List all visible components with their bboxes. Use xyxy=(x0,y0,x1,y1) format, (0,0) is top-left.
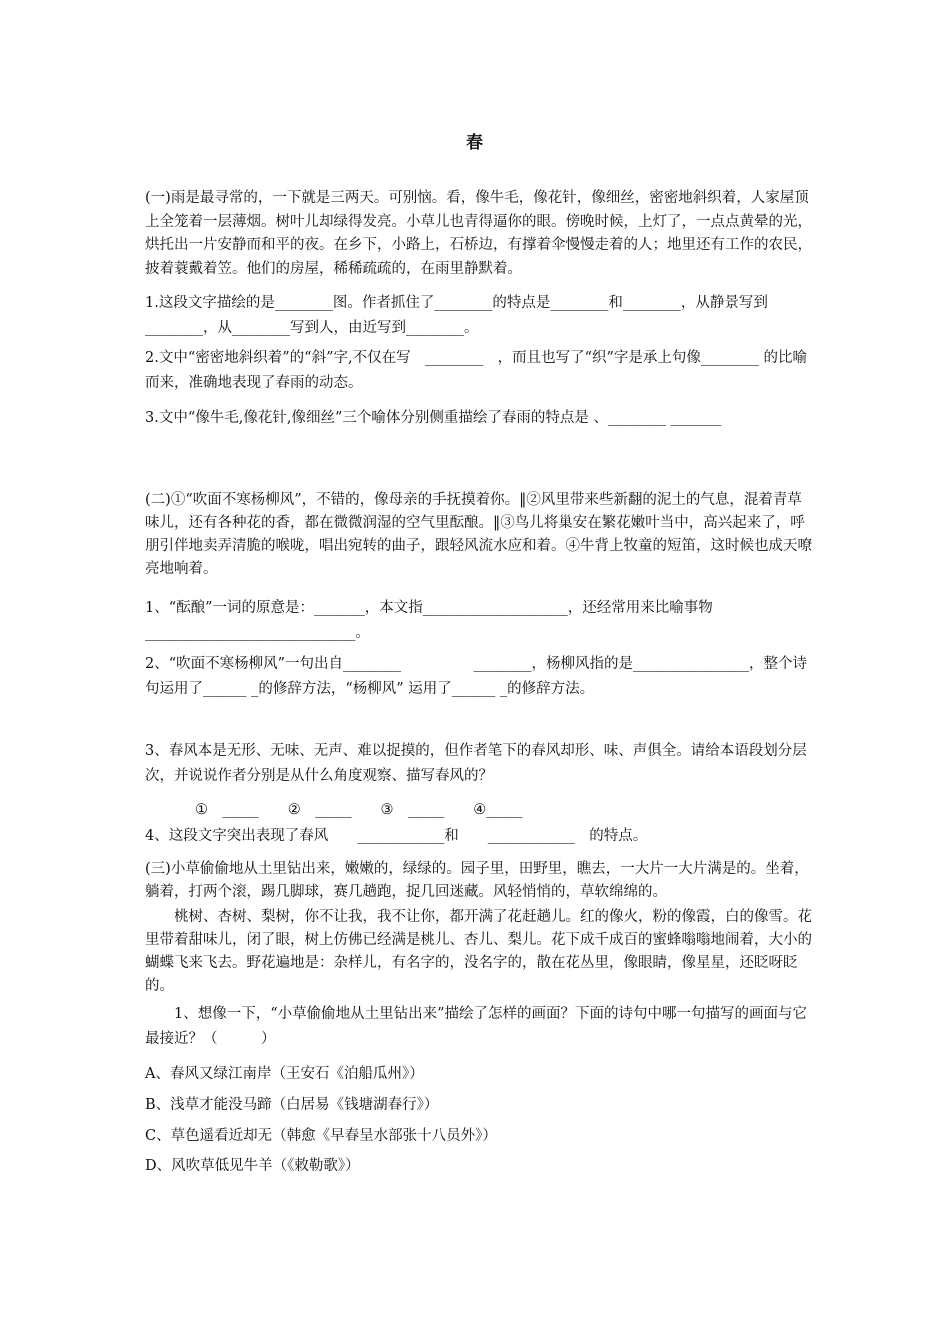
section3-question-1: 1、想像一下，“小草偷偷地从土里钻出来”描绘了怎样的画面？下面的诗句中哪一句描写的画面与它最接近？（ ） xyxy=(145,1006,808,1047)
section2-question-2: 2、“吹面不寒杨柳风”一句出自________ ________，杨柳风指的是________________，整个诗句运用了______ _的修辞方法，“杨柳风” 运用了______ _的修辞方法。 xyxy=(145,656,808,697)
section1-passage: (一)雨是最寻常的，一下就是三两天。可别恼。看，像牛毛，像花针，像细丝，密密地斜织着，人家屋顶上全笼着一层薄烟。树叶儿却绿得发亮。小草儿也青得逼你的眼。傍晚时候，上灯了，一点点黄晕的光，烘托出一片安静而和平的夜。在乡下，小路上，石桥边，有撑着伞慢慢走着的人；地里还有工作的农民，披着蓑戴着笠。他们的房屋，稀稀疏疏的，在雨里静默着。 xyxy=(145,190,812,277)
section1-question-2: 2.文中“密密地斜织着”的“斜”字,不仅在写 ________ ，而且也写了“织”字是承上句像________ 的比喻而来，准确地表现了春雨的动态。 xyxy=(145,350,808,391)
section3-passage-a: (三)小草偷偷地从土里钻出来，嫩嫩的，绿绿的。园子里，田野里，瞧去，一大片一大片满是的。坐着，躺着，打两个滚，踢几脚球，赛几趟跑，捉几回迷藏。风轻悄悄的，草软绵绵的。 xyxy=(145,861,809,900)
option-c: C、草色遥看近却无（韩愈《早春呈水部张十八员外》） xyxy=(145,1128,497,1144)
section2-passage: (二)①“吹面不寒杨柳风”，不错的，像母亲的手抚摸着你。‖②风里带来些新翻的泥土的气息，混着青草味儿，还有各种花的香，都在微微润湿的空气里酝酿。‖③鸟儿将巢安在繁花嫩叶当中，高兴起来了，呼朋引伴地卖弄清脆的喉咙，唱出宛转的曲子，跟轻风流水应和着。④牛背上牧童的短笛，这时候也成天嘹亮地响着。 xyxy=(145,492,812,577)
section1-question-1: 1.这段文字描绘的是________图。作者抓住了________的特点是________和________，从静景写到________，从________写到人，由近写到________。 xyxy=(145,295,768,336)
option-b: B、浅草才能没马蹄（白居易《钱塘湖春行》） xyxy=(145,1097,439,1113)
page-title: 春 xyxy=(466,133,484,153)
section2-question-3: 3、春风本是无形、无味、无声、难以捉摸的，但作者笔下的春风却形、味、声俱全。请给本语段划分层次，并说说作者分别是从什么角度观察、描写春风的？ xyxy=(145,743,807,784)
option-a: A、春风又绿江南岸（王安石《泊船瓜州》） xyxy=(145,1066,424,1082)
section1-question-3: 3.文中“像牛毛,像花针,像细丝”三个喻体分别侧重描绘了春雨的特点是 、________ _______ xyxy=(145,410,722,426)
section2-question-1: 1、“酝酿”一词的原意是：_______，本文指____________________，还经常用来比喻事物_____________________________。 xyxy=(145,600,713,641)
section3-passage-b: 桃树、杏树、梨树，你不让我，我不让你，都开满了花赶趟儿。红的像火，粉的像霞，白的像雪。花里带着甜味儿，闭了眼，树上仿佛已经满是桃儿、杏儿、梨儿。花下成千成百的蜜蜂嗡嗡地闹着，大小的蝴蝶飞来飞去。野花遍地是：杂样儿，有名字的，没名字的，散在花丛里，像眼睛，像星星，还眨呀眨的。 xyxy=(145,909,812,994)
section2-question-4: 4、这段文字突出表现了春风 ____________和 ____________ 的特点。 xyxy=(145,828,648,844)
section2-question-3-blanks: ① _____ ② _____ ③ _____ ④_____ xyxy=(195,802,523,818)
option-d: D、风吹草低见牛羊（《敕勒歌》） xyxy=(145,1158,360,1174)
